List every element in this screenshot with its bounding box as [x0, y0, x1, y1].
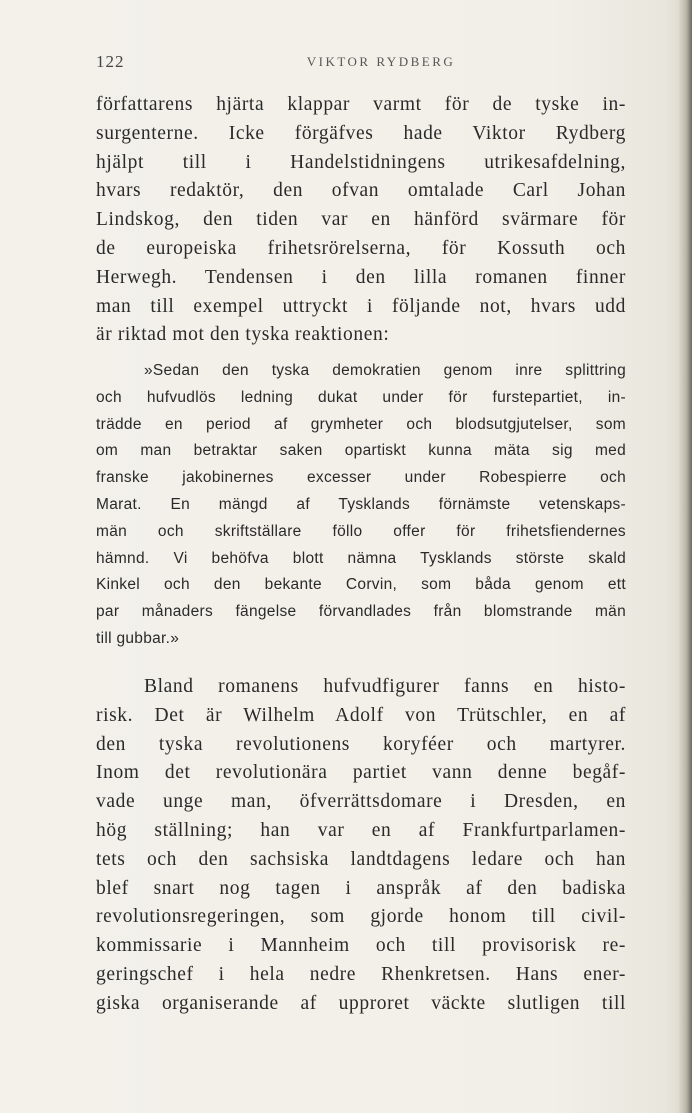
quote-line: franske jakobinernes excesser under Robespierre och: [96, 469, 626, 487]
quote-line: om man betraktar saken opartiskt kunna mäta sig med: [96, 442, 626, 460]
text-line: Bland romanens hufvudfigurer fanns en histo-: [144, 676, 626, 697]
text-line: Herwegh. Tendensen i den lilla romanen finner: [96, 266, 626, 288]
quote-line: hämnd. Vi behöfva blott nämna Tysklands störste skald: [96, 549, 626, 567]
text-line: blef snart nog tagen i anspråk af den badiska: [96, 877, 626, 899]
text-line: geringschef i hela nedre Rhenkretsen. Hans ener-: [96, 963, 626, 985]
quote-line: »Sedan den tyska demokratien genom inre splittring: [144, 362, 626, 379]
quote-line: trädde en period af grymheter och blodsutgjutelser, som: [96, 415, 626, 433]
running-title: VIKTOR RYDBERG: [306, 54, 456, 69]
text-line: revolutionsregeringen, som gjorde honom till civil-: [96, 906, 626, 928]
text-line: Lindskog, den tiden var en hänförd svärmare för: [96, 209, 626, 231]
text-line: risk. Det är Wilhelm Adolf von Trütschler, en af: [96, 704, 626, 726]
quote-line: Marat. En mängd af Tysklands förnämste vetenskaps-: [96, 495, 626, 513]
quote-line: män och skriftställare föllo offer för frihetsfiendernes: [96, 522, 626, 540]
quote-line: par månaders fängelse förvandlades från blomstrande män: [96, 603, 626, 621]
text-line: den tyska revolutionens koryféer och martyrer.: [96, 733, 626, 755]
running-head: [96, 52, 626, 76]
text-line: Inom det revolutionära partiet vann denne begåf-: [96, 762, 626, 784]
text-line: giska organiserande af upproret väckte slutligen till: [96, 992, 626, 1014]
text-line: man till exempel uttryckt i följande not, hvars udd: [96, 295, 626, 317]
text-line: författarens hjärta klappar varmt för de tyske in-: [96, 94, 626, 115]
quote-line: och hufvudlös ledning dukat under för furstepartiet, in-: [96, 388, 626, 406]
quote-line: Kinkel och den bekante Corvin, som båda genom ett: [96, 576, 626, 594]
paragraph-1: [96, 91, 626, 350]
block-quote: [96, 358, 626, 653]
quote-line: till gubbar.»: [96, 629, 180, 647]
paragraph-2: [96, 673, 626, 1019]
text-line: vade unge man, öfverrättsdomare i Dresden, en: [96, 791, 626, 813]
text-line: de europeiska frihetsrörelserna, för Kossuth och: [96, 237, 626, 259]
text-line: är riktad mot den tyska reaktionen:: [96, 324, 390, 346]
text-line: tets och den sachsiska landtdagens ledare och han: [96, 848, 626, 870]
page-edge-shadow: [678, 0, 692, 1113]
text-line: surgenterne. Icke förgäfves hade Viktor Rydberg: [96, 122, 626, 144]
text-line: kommissarie i Mannheim och till provisorisk re-: [96, 935, 626, 957]
text-line: hvars redaktör, den ofvan omtalade Carl Johan: [96, 180, 626, 202]
page-number: 122: [96, 52, 125, 71]
text-line: hjälpt till i Handelstidningens utrikesafdelning,: [96, 151, 626, 173]
text-line: hög ställning; han var en af Frankfurtparlamen-: [96, 819, 626, 841]
